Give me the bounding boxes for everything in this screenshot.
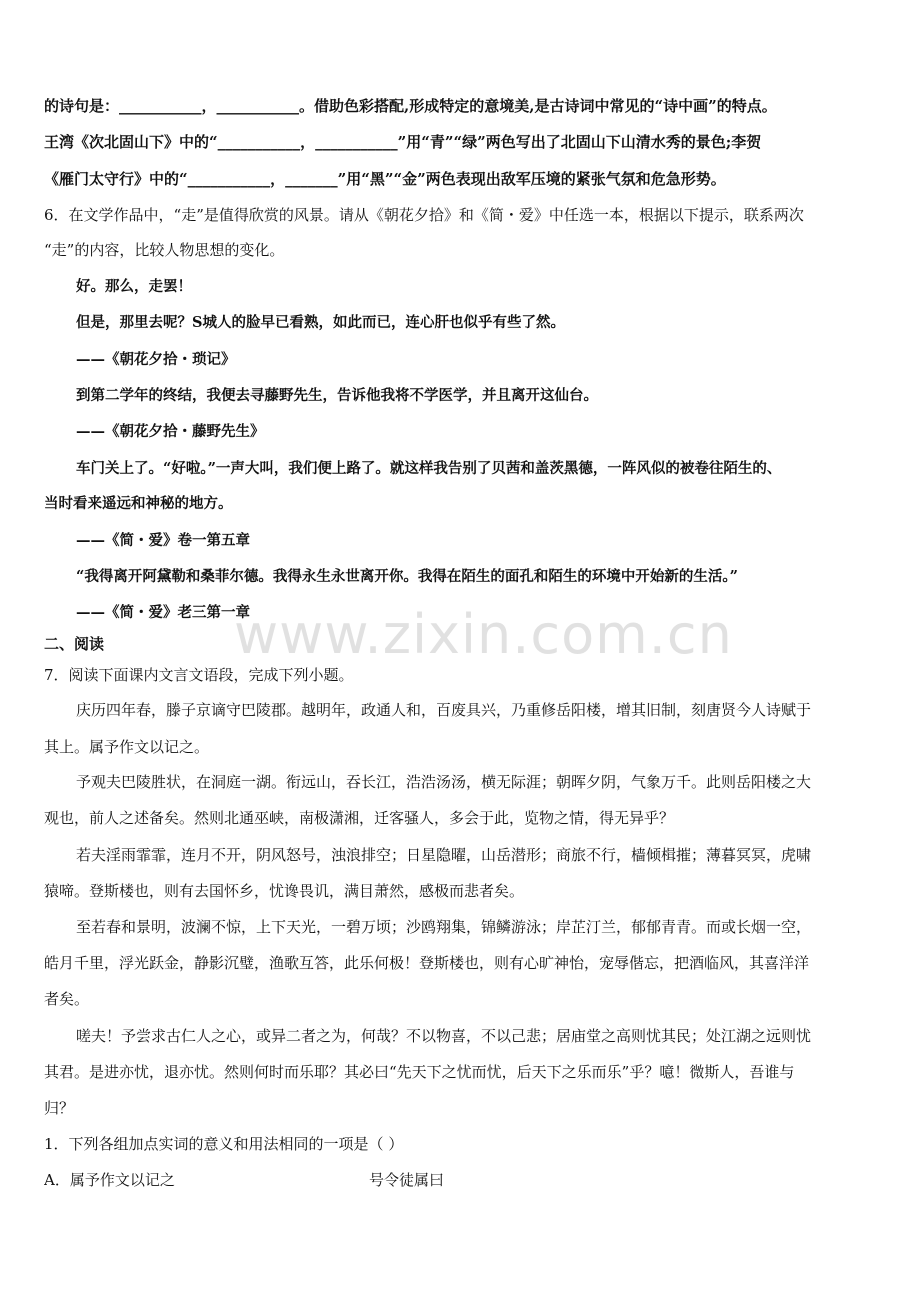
passage-line: 猿啼。登斯楼也，则有去国怀乡，忧谗畏讥，满目萧然，感极而悲者矣。 [44, 882, 525, 900]
quote-source: ——《朝花夕拾・藤野先生》 [76, 423, 265, 440]
option-a-left: A．属予作文以记之 [44, 1171, 175, 1189]
passage-line: 者矣。 [44, 990, 90, 1008]
passage-line: 予观夫巴陵胜状，在洞庭一湖。衔远山，吞长江，浩浩汤汤，横无际涯；朝晖夕阴，气象万千。此则岳阳楼之大 [76, 773, 812, 791]
passage-line: 其上。属予作文以记之。 [44, 738, 210, 756]
quote-line: 车门关上了。“好啦。”一声大叫，我们便上路了。就这样我告别了贝茜和盖茨黑德，一阵风似的被卷往陌生的、 [76, 460, 782, 477]
quote-line: 当时看来遥远和神秘的地方。 [44, 495, 233, 512]
passage-line: 皓月千里，浮光跃金，静影沉璧，渔歌互答，此乐何极！登斯楼也，则有心旷神怡，宠辱偕忘，把酒临风，其喜洋洋 [44, 954, 810, 972]
text-line: 《雁门太守行》中的“___________，_______”用“黑”“金”两色表现出敌军压境的紧张气氛和危急形势。 [44, 170, 726, 188]
quote-source: ——《简・爱》卷一第五章 [76, 532, 250, 549]
quote-line: 但是，那里去呢？S城人的脸早已看熟，如此而已，连心肝也似乎有些了然。 [76, 314, 565, 331]
text-line: 的诗句是：___________，___________。借助色彩搭配,形成特定的意境美,是古诗词中常见的“诗中画”的特点。 [44, 97, 777, 115]
quote-line: “我得离开阿黛勒和桑菲尔德。我得永生永世离开你。我得在陌生的面孔和陌生的环境中开始新的生活。” [76, 568, 738, 585]
passage-line: 庆历四年春，滕子京谪守巴陵郡。越明年，政通人和，百废具兴，乃重修岳阳楼，增其旧制，刻唐贤今人诗赋于 [76, 701, 812, 719]
passage-line: 归？ [44, 1099, 75, 1117]
section-heading: 二、阅读 [44, 635, 105, 653]
passage-line: 观也，前人之述备矣。然则北通巫峡，南极潇湘，迁客骚人，多会于此，览物之情，得无异乎？ [44, 809, 675, 827]
passage-line: 至若春和景明，波澜不惊，上下天光，一碧万顷；沙鸥翔集，锦鳞游泳；岸芷汀兰，郁郁青青。而或长烟一空， [76, 918, 812, 936]
question-7-intro: 7．阅读下面课内文言文语段，完成下列小题。 [44, 666, 354, 684]
quote-source: ——《简・爱》老三第一章 [76, 604, 250, 621]
option-a [44, 1170, 880, 1190]
quote-line: 好。那么，走罢！ [76, 278, 192, 295]
option-a-right: 号令徒属曰 [369, 1171, 445, 1189]
quote-line: 到第二学年的终结，我便去寻藤野先生，告诉他我将不学医学，并且离开这仙台。 [76, 387, 598, 404]
passage-line: 其君。是进亦忧，退亦忧。然则何时而乐耶？其必曰“先天下之忧而忧，后天下之乐而乐”乎？噫！微斯人，吾谁与 [44, 1063, 795, 1081]
question-6-stem: 6．在文学作品中，“走”是值得欣赏的风景。请从《朝花夕拾》和《简・爱》中任选一本，根据以下提示，联系两次 [44, 206, 804, 224]
question-6-stem: “走”的内容，比较人物思想的变化。 [44, 241, 285, 259]
passage-line: 嗟夫！予尝求古仁人之心，或异二者之为，何哉？不以物喜，不以己悲；居庙堂之高则忧其民；处江湖之远则忧 [76, 1027, 812, 1045]
sub-question-1: 1．下列各组加点实词的意义和用法相同的一项是（ ） [44, 1135, 404, 1153]
quote-source: ——《朝花夕拾・琐记》 [76, 351, 236, 368]
watermark: www.zixin.com.cn [234, 603, 733, 666]
passage-line: 若夫淫雨霏霏，连月不开，阴风怒号，浊浪排空；日星隐曜，山岳潜形；商旅不行，樯倾楫摧；薄暮冥冥，虎啸 [76, 846, 812, 864]
text-line: 王湾《次北固山下》中的“___________，___________”用“青”“绿”两色写出了北固山下山清水秀的景色;李贺 [44, 133, 762, 151]
